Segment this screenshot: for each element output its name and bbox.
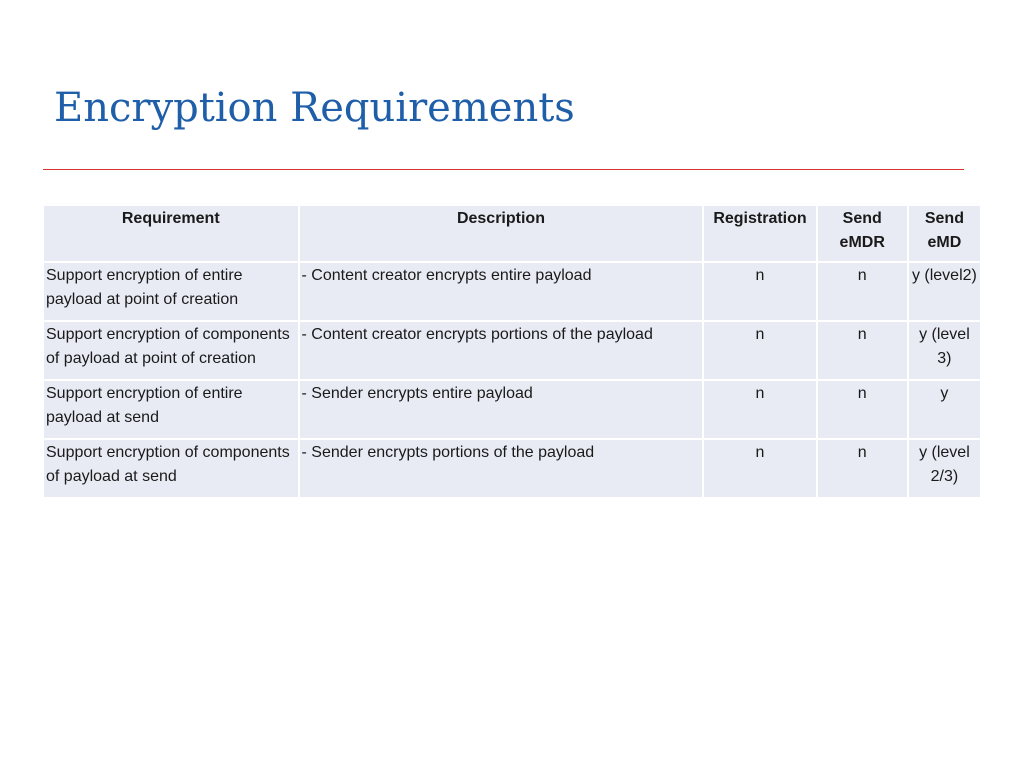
- table-row: [44, 381, 980, 438]
- cell-send-emd: y (level 2/3): [909, 440, 980, 497]
- header-registration: Registration: [704, 206, 815, 261]
- cell-description: - Content creator encrypts portions of the payload: [300, 322, 703, 379]
- table-row: [44, 322, 980, 379]
- cell-send-emd: y (level 3): [909, 322, 980, 379]
- header-send-emd: Send eMD: [909, 206, 980, 261]
- requirements-table: [42, 204, 982, 499]
- cell-requirement: Support encryption of components of payload at point of creation: [44, 322, 298, 379]
- cell-description: - Sender encrypts portions of the payload: [300, 440, 703, 497]
- table-row: [44, 263, 980, 320]
- cell-registration: n: [704, 381, 815, 438]
- cell-send-emd: y: [909, 381, 980, 438]
- table-header-row: [44, 206, 980, 261]
- cell-registration: n: [704, 440, 815, 497]
- cell-send-emdr: n: [818, 263, 907, 320]
- cell-send-emd: y (level2): [909, 263, 980, 320]
- slide-title: Encryption Requirements: [54, 85, 575, 131]
- header-send-emdr: Send eMDR: [818, 206, 907, 261]
- cell-registration: n: [704, 322, 815, 379]
- title-divider: [43, 169, 964, 170]
- cell-send-emdr: n: [818, 381, 907, 438]
- cell-requirement: Support encryption of components of payload at send: [44, 440, 298, 497]
- header-description: Description: [300, 206, 703, 261]
- cell-send-emdr: n: [818, 440, 907, 497]
- cell-description: - Content creator encrypts entire payload: [300, 263, 703, 320]
- cell-description: - Sender encrypts entire payload: [300, 381, 703, 438]
- header-requirement: Requirement: [44, 206, 298, 261]
- table-row: [44, 440, 980, 497]
- cell-send-emdr: n: [818, 322, 907, 379]
- cell-requirement: Support encryption of entire payload at send: [44, 381, 298, 438]
- cell-requirement: Support encryption of entire payload at point of creation: [44, 263, 298, 320]
- cell-registration: n: [704, 263, 815, 320]
